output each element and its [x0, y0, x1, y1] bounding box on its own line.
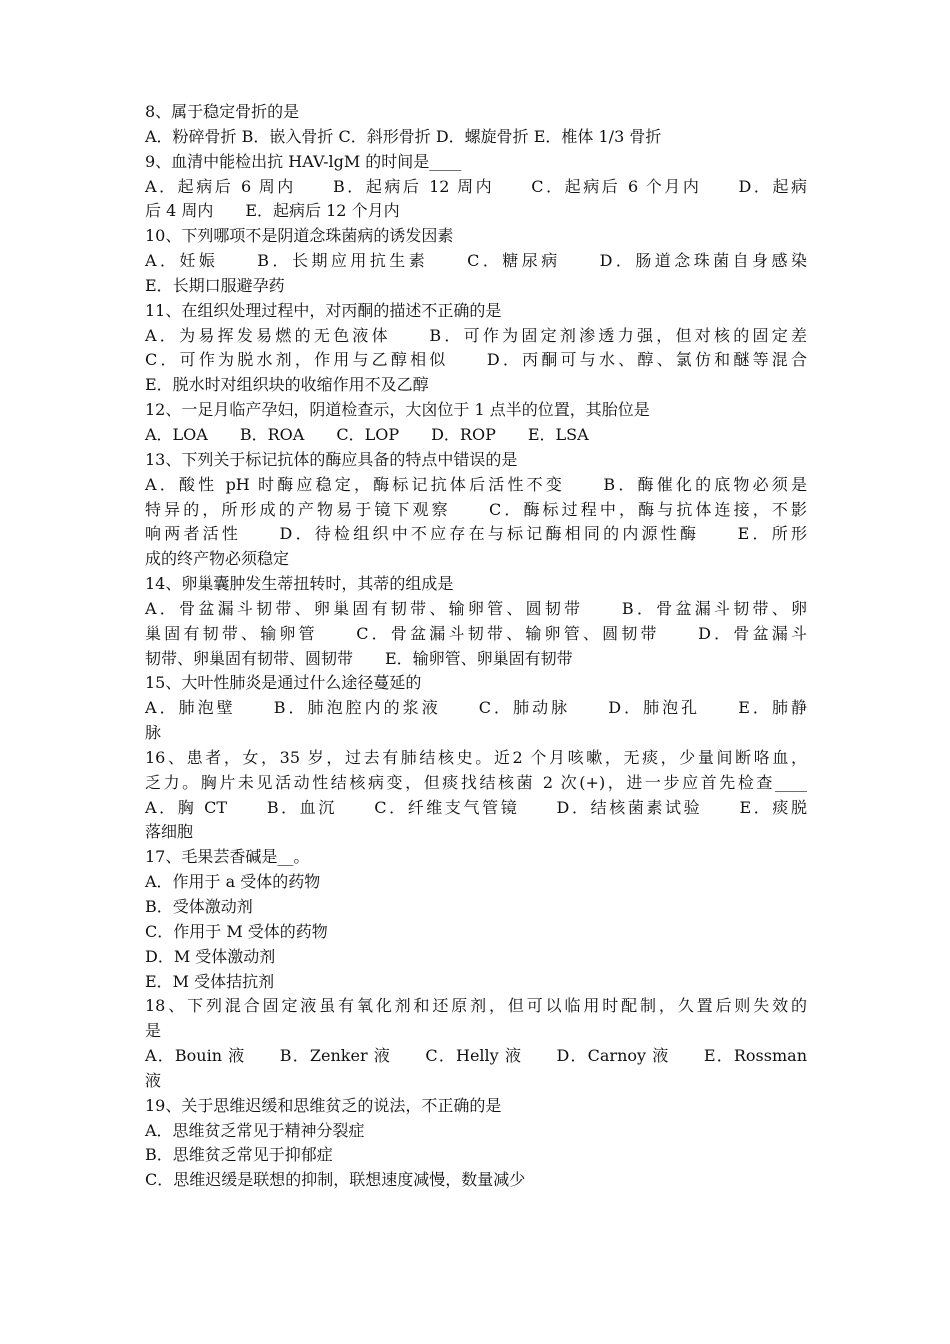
text-line: 特异的，所形成的产物易于镜下观察 C．酶标过程中，酶与抗体连接，不影	[145, 499, 807, 519]
text-line: 17、毛果芸香碱是__。	[145, 847, 310, 867]
text-line: A．LOA B．ROA C．LOP D．ROP E．LSA	[145, 424, 589, 444]
text-line: B．受体激动剂	[145, 897, 253, 916]
text-line: A．肺泡壁 B．肺泡腔内的浆液 C．肺动脉 D．肺泡孔 E．肺静	[145, 698, 807, 718]
text-line: A．酸性 pH 时酶应稳定，酶标记抗体后活性不变 B．酶催化的底物必须是	[145, 474, 807, 494]
text-line: 液	[145, 1070, 162, 1090]
text-line: 18、下列混合固定液虽有氧化剂和还原剂，但可以临用时配制，久置后则失效的	[145, 996, 807, 1016]
text-line: 巢固有韧带、输卵管 C．骨盆漏斗韧带、输卵管、圆韧带 D．骨盆漏斗	[145, 623, 807, 643]
text-line: 韧带、卵巢固有韧带、圆韧带 E．输卵管、卵巢固有韧带	[145, 648, 573, 668]
text-line: E．M 受体拮抗剂	[145, 971, 275, 991]
text-line: E．脱水时对组织块的收缩作用不及乙醇	[145, 375, 429, 395]
text-line: B．思维贫乏常见于抑郁症	[145, 1145, 333, 1165]
text-line: C．作用于 M 受体的药物	[145, 921, 328, 941]
text-line: 14、卵巢囊肿发生蒂扭转时，其蒂的组成是	[145, 574, 454, 594]
text-line: 10、下列哪项不是阴道念珠菌病的诱发因素	[145, 226, 454, 246]
text-line: A．妊娠 B．长期应用抗生素 C．糖尿病 D．肠道念珠菌自身感染	[145, 251, 807, 271]
text-line: 后 4 周内 E．起病后 12 个月内	[145, 201, 400, 221]
text-line: 19、关于思维迟缓和思维贫乏的说法，不正确的是	[145, 1095, 502, 1115]
text-line: A．作用于 a 受体的药物	[145, 872, 321, 892]
text-line: 成的终产物必须稳定	[145, 549, 290, 569]
text-line: 脉	[145, 723, 162, 743]
text-line: A．Bouin 液 B．Zenker 液 C．Helly 液 D．Carnoy 液 E．Rossman	[145, 1046, 807, 1066]
text-line: C．可作为脱水剂，作用与乙醇相似 D．丙酮可与水、醇、氯仿和醚等混合	[145, 350, 807, 370]
text-line: A．思维贫乏常见于精神分裂症	[145, 1120, 365, 1140]
text-line: 乏力。胸片未见活动性结核病变，但痰找结核菌 2 次(+)，进一步应首先检查____	[145, 772, 807, 792]
text-line: A．粉碎骨折 B．嵌入骨折 C．斜形骨折 D．螺旋骨折 E．椎体 1/3 骨折	[145, 126, 662, 146]
text-line: 落细胞	[145, 822, 194, 842]
text-line: D．M 受体激动剂	[145, 946, 276, 966]
text-line: 8、属于稳定骨折的是	[145, 102, 300, 121]
text-line: A．胸 CT B．血沉 C．纤维支气管镜 D．结核菌素试验 E．痰脱	[145, 797, 807, 817]
document-body	[145, 100, 807, 1193]
text-line: 13、下列关于标记抗体的酶应具备的特点中错误的是	[145, 449, 518, 469]
text-line: 11、在组织处理过程中，对丙酮的描述不正确的是	[145, 300, 502, 320]
text-line: 响两者活性 D．待检组织中不应存在与标记酶相同的内源性酶 E．所形	[145, 524, 807, 544]
text-line: 是	[145, 1021, 162, 1041]
text-line: A．起病后 6 周内 B．起病后 12 周内 C．起病后 6 个月内 D．起病	[145, 176, 807, 196]
text-line: 15、大叶性肺炎是通过什么途径蔓延的	[145, 673, 422, 693]
text-line: A．骨盆漏斗韧带、卵巢固有韧带、输卵管、圆韧带 B．骨盆漏斗韧带、卵	[145, 598, 807, 618]
text-line: 9、血清中能检出抗 HAV-lgM 的时间是____	[145, 151, 462, 171]
text-line: A．为易挥发易燃的无色液体 B．可作为固定剂渗透力强，但对核的固定差	[145, 325, 807, 345]
text-line: E．长期口服避孕药	[145, 275, 285, 295]
text-line: C．思维迟缓是联想的抑制，联想速度减慢，数量减少	[145, 1170, 526, 1190]
text-line: 16、患者，女，35 岁，过去有肺结核史。近2 个月咳嗽，无痰，少量间断咯血，	[145, 747, 807, 767]
text-line: 12、一足月临产孕妇，阴道检查示，大囟位于 1 点半的位置，其胎位是	[145, 400, 650, 420]
